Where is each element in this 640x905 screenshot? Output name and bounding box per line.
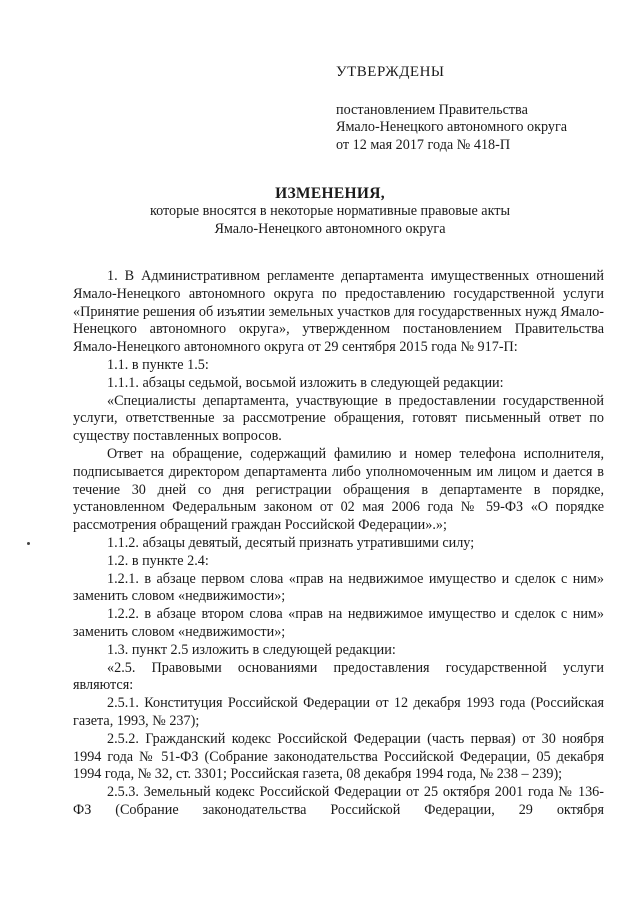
approval-line: Ямало-Ненецкого автономного округа [336, 119, 568, 135]
paragraph-1: 1. В Административном регламенте департамента имущественных отношений Ямало-Ненецкого автономного округа по предоставлению государственной услуги «Принятие решения об изъятии земельных участков для государственных нужд Ямало-Ненецкого автономного округа», утвержденном постановлением Правительства Ямало-Ненецкого автономного округа от 29 сентября 2015 года № 917-П: [73, 268, 604, 356]
document-title: ИЗМЕНЕНИЯ, [275, 185, 385, 202]
document-title-block [60, 184, 600, 238]
paragraph-1-2-2: 1.2.2. в абзаце втором слова «прав на недвижимое имущество и сделок с ним» заменить словом «недвижимости»; [73, 606, 604, 640]
approval-heading: УТВЕРЖДЕНЫ [336, 64, 445, 80]
paragraph-1-1-2: 1.1.2. абзацы девятый, десятый признать утратившими силу; [107, 534, 475, 551]
paragraph-1-1: 1.1. в пункте 1.5: [107, 356, 209, 373]
paragraph-2-5-3: 2.5.3. Земельный кодекс Российской Федерации от 25 октября 2001 года № 136-ФЗ (Собрание законодательства Российской Федерации, 29 октября [73, 784, 604, 818]
quote-paragraph-2-5: «2.5. Правовыми основаниями предоставления государственной услуги являются: [73, 659, 604, 694]
approval-line: постановлением Правительства [336, 101, 528, 118]
paragraph-2-5-1: 2.5.1. Конституция Российской Федерации от 12 декабря 1993 года (Российская газета, 1993, № 237); [73, 695, 604, 729]
paragraph-1-2: 1.2. в пункте 2.4: [107, 552, 209, 569]
quote-paragraph: Ответ на обращение, содержащий фамилию и номер телефона исполнителя, подписывается директором департамента либо уполномоченным им лицом и дается в течение 30 дней со дня регистрации обращения в департаменте в порядке, установленном Федеральным законом от 02 мая 2006 года № 59-ФЗ «О порядке рассмотрения обращений граждан Российской Федерации».»; [73, 445, 604, 534]
scan-speck [27, 542, 30, 545]
approval-line: от 12 мая 2017 года № 418-П [336, 136, 511, 153]
paragraph-1-3: 1.3. пункт 2.5 изложить в следующей редакции: [107, 641, 396, 658]
paragraph-1-2-1: 1.2.1. в абзаце первом слова «прав на недвижимое имущество и сделок с ним» заменить словом «недвижимости»; [73, 570, 604, 605]
paragraph-1-1-1: 1.1.1. абзацы седьмой, восьмой изложить в следующей редакции: [107, 374, 504, 391]
document-subtitle-line: Ямало-Ненецкого автономного округа [214, 220, 446, 237]
document-body [73, 268, 604, 820]
paragraph-2-5-2: 2.5.2. Гражданский кодекс Российской Федерации (часть первая) от 30 ноября 1994 года № 51-ФЗ (Собрание законодательства Российской Федерации, 05 декабря 1994 года, № 32, ст. 3301; Российская газета, 08 декабря 1994 года, № 238 – 239); [73, 730, 604, 783]
quote-paragraph: «Специалисты департамента, участвующие в предоставлении государственной услуги, ответственные за рассмотрение обращения, готовят письменный ответ по существу поставленных вопросов. [73, 392, 604, 445]
document-subtitle-line: которые вносятся в некоторые нормативные правовые акты [149, 203, 511, 219]
approval-stamp [336, 64, 567, 154]
